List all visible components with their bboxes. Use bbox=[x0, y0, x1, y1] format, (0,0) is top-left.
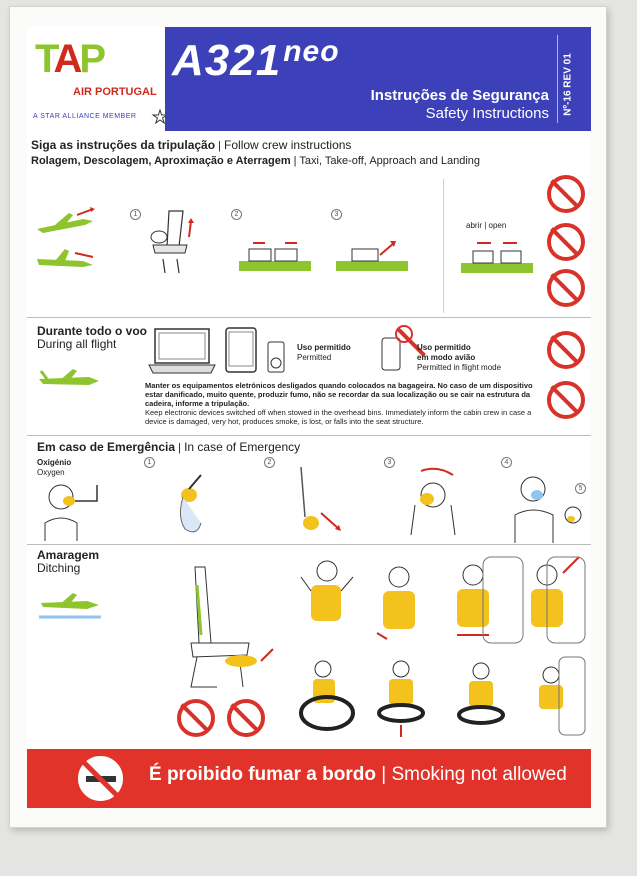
oxygen-label bbox=[37, 458, 71, 478]
crew-title: Siga as instruções da tripulação | Follow crew instructions bbox=[31, 138, 352, 152]
crew-title-en: Follow crew instructions bbox=[224, 138, 352, 152]
seatbelt-tighten-illustration bbox=[332, 227, 412, 277]
tray-table-illustration bbox=[139, 207, 199, 277]
oxygen-step-1: 1 bbox=[144, 457, 155, 468]
footer-separator: | bbox=[381, 764, 387, 785]
aircraft-model bbox=[172, 35, 432, 86]
alliance-label: A STAR ALLIANCE MEMBER bbox=[33, 113, 137, 120]
oxygen-step-4: 4 bbox=[501, 457, 512, 468]
step-2-badge: 2 bbox=[231, 209, 242, 220]
flight-mode-pt2: em modo avião bbox=[417, 353, 476, 362]
flight-mode-en: Permitted in flight mode bbox=[417, 363, 502, 372]
no-phone-charging-icon bbox=[547, 331, 585, 369]
no-phone-icon bbox=[547, 223, 585, 261]
oxygen-step-3: 3 bbox=[384, 457, 395, 468]
airline-name: AIR PORTUGAL bbox=[73, 86, 157, 98]
tablet-icon bbox=[225, 327, 257, 373]
model-suffix: neo bbox=[283, 35, 340, 68]
emergency-title-pt: Em caso de Emergência bbox=[37, 440, 176, 454]
emergency-title: Em caso de Emergência | In case of Emergency bbox=[37, 440, 301, 454]
emergency-title-en: In case of Emergency bbox=[184, 440, 301, 454]
revision-label: Nº-16 REV 01 bbox=[562, 53, 574, 116]
seatbelt-open-illustration bbox=[457, 233, 537, 279]
airplane-ditching-icon bbox=[37, 587, 103, 621]
seat-cushion-illustration bbox=[177, 565, 277, 689]
section-divider bbox=[27, 544, 591, 545]
airplane-cruise-icon bbox=[37, 367, 101, 389]
no-charger-icon bbox=[547, 175, 585, 213]
title-pt: Instruções de Segurança bbox=[370, 87, 549, 104]
crew-subtitle-pt: Rolagem, Descolagem, Aproximação e Aterragem bbox=[31, 155, 291, 167]
life-vest-child-sequence bbox=[297, 653, 587, 739]
electronics-note-en: Keep electronic devices switched off when stowed in the overhead bins. Immediately inform the cabin crew in case a device is damaged, very hot, produces smoke, is lost, or falls into the seat structure. bbox=[145, 408, 532, 426]
life-vest-adult-sequence bbox=[297, 551, 587, 647]
step-1-badge: 1 bbox=[130, 209, 141, 220]
no-smoking-text bbox=[149, 764, 567, 786]
flight-title-en: During all flight bbox=[37, 337, 117, 351]
safety-sheet bbox=[27, 27, 591, 808]
oxygen-mask-pull-icon bbox=[289, 467, 349, 543]
crew-subtitle-en: Taxi, Take-off, Approach and Landing bbox=[299, 155, 481, 167]
oxygen-mask-help-others-icon bbox=[513, 465, 589, 545]
no-wifi-flight-icon bbox=[547, 381, 585, 419]
oxygen-mask-drop-icon bbox=[167, 467, 217, 543]
laptop-icon bbox=[149, 327, 215, 375]
model-number: A321 bbox=[172, 36, 282, 85]
no-smoking-en: Smoking not allowed bbox=[391, 764, 567, 785]
header bbox=[27, 27, 591, 131]
no-smoking-pt: É proibido fumar a bordo bbox=[149, 764, 376, 785]
section-divider bbox=[27, 317, 591, 318]
flight-mode-label bbox=[417, 343, 501, 373]
no-wifi-icon bbox=[547, 269, 585, 307]
smartphone-icon bbox=[381, 337, 401, 371]
divider bbox=[443, 179, 444, 313]
title-en: Safety Instructions bbox=[425, 105, 549, 122]
ditching-title-pt: Amaragem bbox=[37, 548, 100, 562]
electronics-note-pt: Manter os equipamentos eletrónicos desligados quando colocados na bagageira. No caso de um dispositivo estar danificado, muito quente, produzir fumo, não se recordar da sua localização ou se cair na estrutura da cadeira, informe a tripulação. bbox=[145, 381, 533, 408]
crew-title-pt: Siga as instruções da tripulação bbox=[31, 138, 216, 152]
allowed-pt: Uso permitido bbox=[297, 343, 351, 352]
airplane-landing-icon bbox=[35, 245, 95, 271]
ditching-title bbox=[37, 549, 99, 575]
mp3-player-icon bbox=[267, 341, 285, 373]
tap-logo: TAP bbox=[35, 37, 104, 81]
flight-mode-pt1: Uso permitido bbox=[417, 343, 471, 352]
oxygen-step-5: 5 bbox=[575, 483, 586, 494]
allowed-en: Permitted bbox=[297, 353, 332, 362]
open-label: abrir | open bbox=[466, 221, 507, 230]
oxygen-pt: Oxigénio bbox=[37, 458, 72, 467]
step-3-badge: 3 bbox=[331, 209, 342, 220]
oxygen-step-2: 2 bbox=[264, 457, 275, 468]
no-smoking-icon bbox=[73, 751, 128, 806]
seatbelt-fasten-illustration bbox=[235, 227, 315, 277]
flight-title-pt: Durante todo o voo bbox=[37, 324, 147, 338]
crew-subtitle: Rolagem, Descolagem, Aproximação e Aterragem | Taxi, Take-off, Approach and Landing bbox=[31, 155, 481, 167]
oxygen-mask-put-on-icon bbox=[401, 465, 461, 543]
ditching-title-en: Ditching bbox=[37, 561, 81, 575]
no-smoking-banner bbox=[27, 749, 591, 808]
flight-mode-icon bbox=[395, 325, 413, 343]
no-high-heels-icon bbox=[227, 699, 265, 737]
airplane-takeoff-icon bbox=[35, 209, 95, 235]
no-baggage-icon bbox=[177, 699, 215, 737]
oxygen-mask-person-icon bbox=[41, 477, 107, 543]
flight-title bbox=[37, 325, 147, 351]
oxygen-en: Oxygen bbox=[37, 468, 65, 477]
section-divider bbox=[27, 435, 591, 436]
electronics-note bbox=[145, 381, 537, 426]
allowed-label bbox=[297, 343, 351, 363]
